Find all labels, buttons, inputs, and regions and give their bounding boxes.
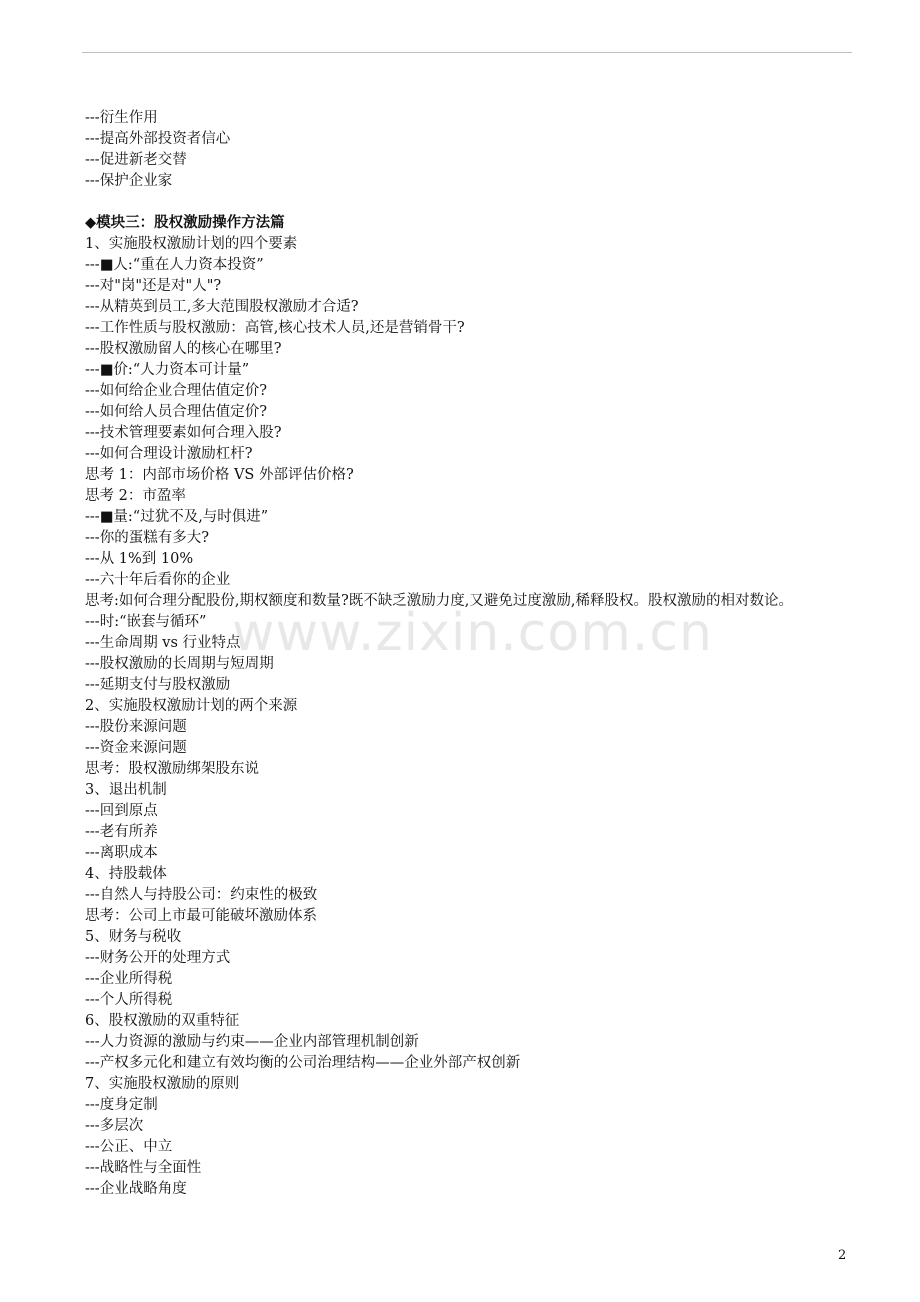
text-line: 思考 2：市盈率 — [85, 488, 186, 504]
text-line: ---度身定制 — [85, 1097, 158, 1113]
module-heading: ◆模块三：股权激励操作方法篇 — [85, 215, 285, 231]
text-line: 思考：股权激励绑架股东说 — [85, 761, 259, 777]
text-line: ---自然人与持股公司：约束性的极致 — [85, 887, 318, 903]
text-line: 2、实施股权激励计划的两个来源 — [85, 698, 298, 714]
text-line: 4、持股载体 — [85, 866, 167, 882]
text-line: ---从精英到员工,多大范围股权激励才合适? — [85, 299, 359, 315]
header-rule — [82, 52, 852, 53]
top-list — [85, 108, 855, 192]
text-line: ---如何合理设计激励杠杆? — [85, 446, 253, 462]
text-line: ---■人:“重在人力资本投资” — [85, 257, 264, 273]
text-line: ---离职成本 — [85, 845, 158, 861]
text-line: ---老有所养 — [85, 824, 158, 840]
text-line: ---保护企业家 — [85, 173, 173, 189]
text-line: ---从 1%到 10% — [85, 551, 194, 567]
text-line: ---延期支付与股权激励 — [85, 677, 231, 693]
text-line: ---产权多元化和建立有效均衡的公司治理结构——企业外部产权创新 — [85, 1055, 521, 1071]
text-line: ---■价:“人力资本可计量” — [85, 362, 250, 378]
body-section-2 — [85, 612, 855, 1200]
text-line: ---如何给人员合理估值定价? — [85, 404, 267, 420]
spacer — [85, 192, 855, 213]
text-line: 5、财务与税收 — [85, 929, 182, 945]
text-line: ---股权激励留人的核心在哪里? — [85, 341, 282, 357]
text-line: ---技术管理要素如何合理入股? — [85, 425, 282, 441]
text-line: ---财务公开的处理方式 — [85, 950, 231, 966]
text-line: 3、退出机制 — [85, 782, 167, 798]
thinking-paragraph: 思考:如何合理分配股份,期权额度和数量?既不缺乏激励力度,又避免过度激励,稀释股权。股权激励的相对数论。 — [85, 593, 793, 609]
text-line: ---对"岗"还是对"人"? — [85, 278, 222, 294]
text-line: ---多层次 — [85, 1118, 144, 1134]
page-number: 2 — [838, 1248, 847, 1263]
text-line: ---人力资源的激励与约束——企业内部管理机制创新 — [85, 1034, 419, 1050]
text-line: ---衍生作用 — [85, 110, 158, 126]
text-line: ---企业所得税 — [85, 971, 173, 987]
text-line: ---促进新老交替 — [85, 152, 187, 168]
text-line: ---时:“嵌套与循环” — [85, 614, 207, 630]
text-line: ---战略性与全面性 — [85, 1160, 202, 1176]
text-line: ---个人所得税 — [85, 992, 173, 1008]
text-line: ---工作性质与股权激励：高管,核心技术人员,还是营销骨干? — [85, 320, 465, 336]
text-line: ---如何给企业合理估值定价? — [85, 383, 267, 399]
text-line: ---公正、中立 — [85, 1139, 173, 1155]
text-line: ---生命周期 vs 行业特点 — [85, 635, 241, 651]
text-line: ---六十年后看你的企业 — [85, 572, 231, 588]
text-line: 思考 1：内部市场价格 VS 外部评估价格? — [85, 467, 354, 483]
text-line: ---股权激励的长周期与短周期 — [85, 656, 274, 672]
text-line: ---你的蛋糕有多大? — [85, 530, 209, 546]
text-line: ---企业战略角度 — [85, 1181, 187, 1197]
text-line: 7、实施股权激励的原则 — [85, 1076, 240, 1092]
text-line: 6、股权激励的双重特征 — [85, 1013, 240, 1029]
body-section-1 — [85, 234, 855, 591]
text-line: ---■量:“过犹不及,与时俱进” — [85, 509, 269, 525]
watermark: www.zixin.com.cn — [232, 603, 713, 663]
text-line: ---资金来源问题 — [85, 740, 187, 756]
text-line: ---提高外部投资者信心 — [85, 131, 231, 147]
text-line: 1、实施股权激励计划的四个要素 — [85, 236, 298, 252]
text-line: ---回到原点 — [85, 803, 158, 819]
text-line: ---股份来源问题 — [85, 719, 187, 735]
text-line: 思考：公司上市最可能破坏激励体系 — [85, 908, 317, 924]
